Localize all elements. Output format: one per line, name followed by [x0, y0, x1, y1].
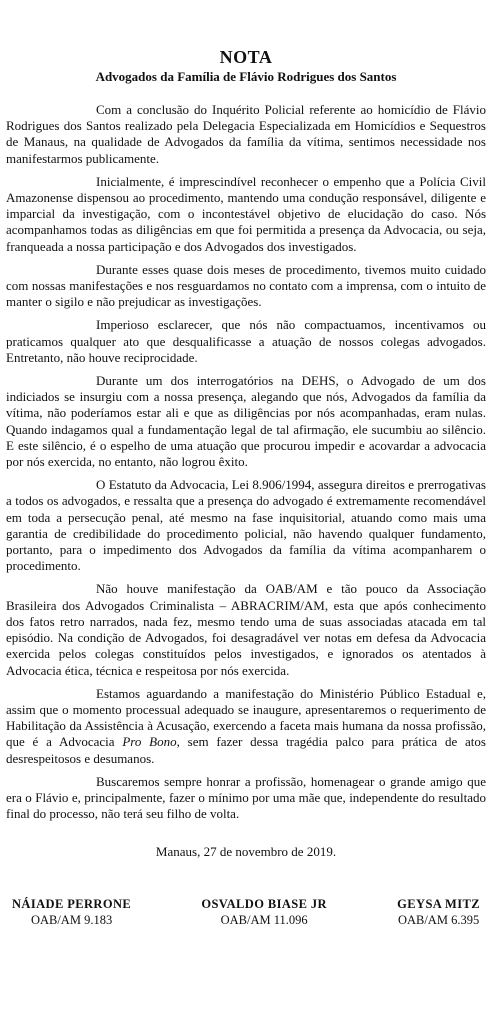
place-and-date: Manaus, 27 de novembro de 2019.: [155, 844, 337, 860]
document-title: NOTA: [219, 47, 273, 67]
signature-block: [6, 896, 486, 928]
paragraph-8-text-end: , sem fazer dessa tragédia palco para prática de atos desrespeitosos e desumanos.: [6, 734, 486, 766]
signatory-oab-number: OAB/AM 6.395: [397, 913, 480, 928]
paragraph-4: Imperioso esclarecer, que nós não compactuamos, incentivamos ou praticamos qualquer ato que desqualificasse a atuação de nossos colegas advogados. Entretanto, não houve reciprocidade.: [6, 317, 486, 365]
document-body: [6, 102, 486, 822]
paragraph-5: Durante um dos interrogatórios na DEHS, o Advogado de um dos indiciados se insurgiu com a nossa presença, alegando que nós, Advogados da família da vítima, não poderíamos estar ali e que as diligências por nós acompanhadas, eram nulas. Quando indagamos qual a fundamentação legal de tal afirmação, ele sucumbiu ao silêncio. E este silêncio, é o espelho de uma atuação que procurou impedir e acovardar a advocacia por nós exercida, no entanto, não logrou êxito.: [6, 373, 486, 470]
signatory-oab-number: OAB/AM 9.183: [30, 913, 113, 928]
document-subtitle: Advogados da Família de Flávio Rodrigues dos Santos: [95, 69, 397, 84]
signatory-name: GEYSA MITZ: [397, 897, 480, 912]
signatory-oab-number: OAB/AM 11.096: [220, 913, 308, 928]
paragraph-8-italic-term: Pro Bono: [122, 734, 177, 750]
paragraph-6: O Estatuto da Advocacia, Lei 8.906/1994, assegura direitos e prerrogativas a todos os advogados, e ressalta que a presença do advogado é extremamente recomendável em toda a persecução penal, até mesmo na fase inquisitorial, atuando como mais uma garantia de credibilidade do procedimento policial, não havendo qualquer fundamento, portanto, para o impedimento dos Advogados da família da vítima acompanharem o procedimento.: [6, 477, 486, 574]
signatory: [12, 896, 131, 928]
signatory-name: NÁIADE PERRONE: [12, 897, 132, 912]
paragraph-2: Inicialmente, é imprescindível reconhecer o empenho que a Polícia Civil Amazonense dispensou ao procedimento, mantendo uma condução responsável, diligente e imparcial da investigação, com o incontestável objetivo de elucidação do caso. Nós acompanhamos todas as diligências em que foi permitida a presença da Advocacia, ou seja, franqueada a nossa participação e dos Advogados dos investigados.: [6, 173, 486, 254]
paragraph-1: Com a conclusão do Inquérito Policial referente ao homicídio de Flávio Rodrigues dos Santos realizado pela Delegacia Especializada em Homicídios e Sequestros de Manaus, na qualidade de Advogados da família da vítima, sentimos necessidade nos manifestarmos publicamente.: [6, 102, 486, 166]
paragraph-9: Buscaremos sempre honrar a profissão, homenagear o grande amigo que era o Flávio e, principalmente, fazer o mínimo por uma mãe que, independente do resultado final do processo, não terá seu filho de volta.: [6, 773, 486, 822]
paragraph-3: Durante esses quase dois meses de procedimento, tivemos muito cuidado com nossas manifestações e nos resguardamos no contato com a imprensa, com o intuito de manter o sigilo e não prejudicar as investigações.: [6, 261, 486, 310]
signatory-name: OSVALDO BIASE JR: [201, 897, 327, 912]
signatory: [397, 896, 480, 928]
signatory: [201, 896, 327, 928]
paragraph-7: Não houve manifestação da OAB/AM e tão pouco da Associação Brasileira dos Advogados Criminalista – ABRACRIM/AM, esta que após conhecimento dos fatos retro narrados, nada fez, mesmo tendo uma de suas associadas atacada em tal episódio. Na condição de Advogados, foi desagradável ver notas em defesa da Advocacia exercida pelos colegas constituídos pelos investigados, e ignorados os atentados à Advocacia ética, técnica e respeitosa por nós exercida.: [6, 581, 486, 678]
paragraph-8-text-start: Estamos aguardando a manifestação do Ministério Público Estadual e, assim que o momento processual adequado se inaugure, apresentaremos o requerimento de Habilitação da Assistência à Acusação, exercendo a faceta mais humana da nossa profissão, que é a Advocacia: [6, 685, 486, 750]
paragraph-8: [6, 686, 486, 767]
